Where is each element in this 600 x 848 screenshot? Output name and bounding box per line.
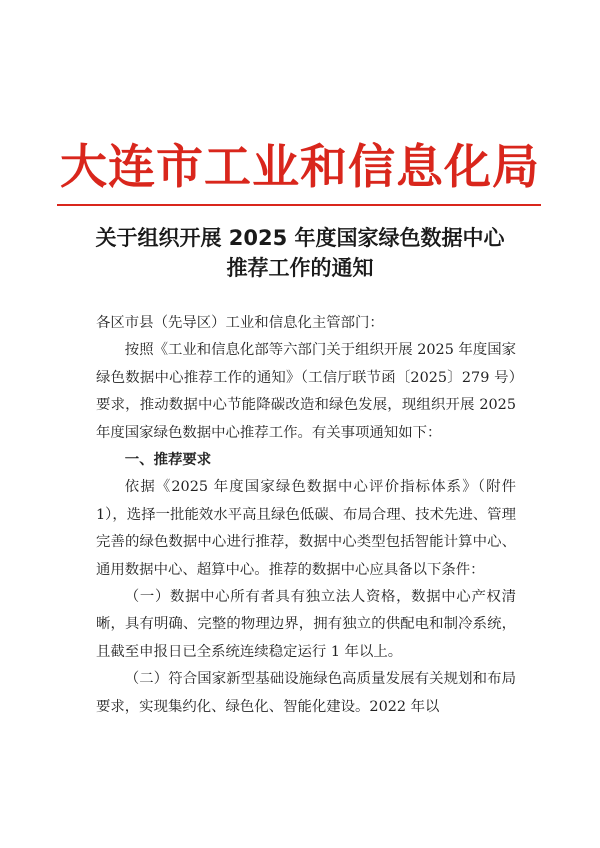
document-body bbox=[96, 310, 516, 721]
section-1-paragraph: 依据《2025 年度国家绿色数据中心评价指标体系》（附件 1），选择一批能效水平高且绿色低碳、布局合理、技术先进、管理完善的绿色数据中心进行推荐，数据中心类型包括智能计算中心、通用数据中心、超算中心。推荐的数据中心应具备以下条件： bbox=[96, 479, 516, 578]
agency-header: 大连市工业和信息化局 bbox=[60, 140, 540, 195]
condition-1-paragraph: （一）数据中心所有者具有独立法人资格，数据中心产权清晰，具有明确、完整的物理边界，拥有独立的供配电和制冷系统，且截至申报日已全系统连续稳定运行 1 年以上。 bbox=[96, 589, 516, 660]
condition-2-paragraph: （二）符合国家新型基础设施绿色高质量发展有关规划和布局要求，实现集约化、绿色化、智能化建设。2022 年以 bbox=[96, 671, 516, 715]
document-title-line-2: 推荐工作的通知 bbox=[226, 256, 374, 280]
document-title-line-1: 关于组织开展 2025 年度国家绿色数据中心 bbox=[95, 226, 505, 250]
red-divider bbox=[57, 204, 541, 206]
intro-paragraph: 按照《工业和信息化部等六部门关于组织开展 2025 年度国家绿色数据中心推荐工作的通知》（工信厅联节函〔2025〕279 号）要求，推动数据中心节能降碳改造和绿色发展，现组织开展 2025 年度国家绿色数据中心推荐工作。有关事项通知如下： bbox=[96, 342, 516, 441]
salutation: 各区市县（先导区）工业和信息化主管部门： bbox=[96, 315, 384, 331]
section-1-heading: 一、推荐要求 bbox=[124, 452, 212, 469]
